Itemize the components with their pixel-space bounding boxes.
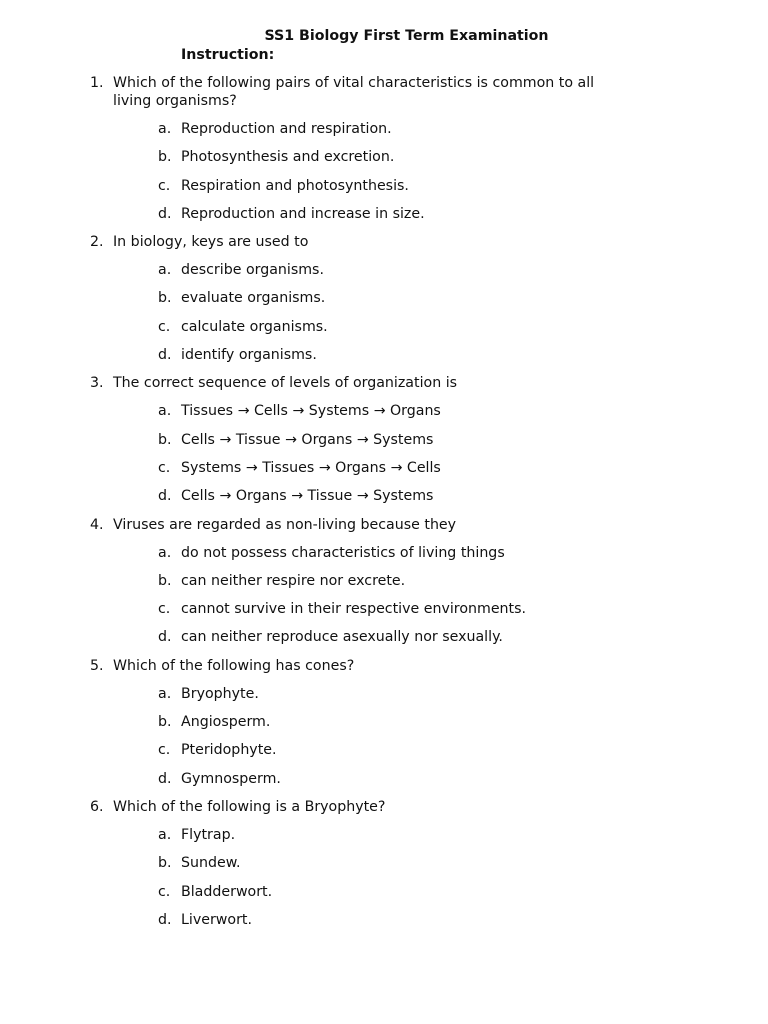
answer-option <box>0 770 768 788</box>
question-stem <box>0 233 768 251</box>
option-text: evaluate organisms. <box>181 290 326 307</box>
question-number: 2. <box>90 234 104 251</box>
option-text: can neither reproduce asexually nor sexually. <box>181 629 503 646</box>
option-text: Pteridophyte. <box>181 742 277 759</box>
option-letter: d. <box>158 629 172 646</box>
answer-option <box>0 431 768 449</box>
option-text: Cells → Organs → Tissue → Systems <box>181 488 434 505</box>
answer-option <box>0 685 768 703</box>
question-number: 4. <box>90 516 104 533</box>
option-text: cannot survive in their respective environments. <box>181 601 527 618</box>
answer-option <box>0 826 768 844</box>
answer-option <box>0 261 768 279</box>
question-text: The correct sequence of levels of organization is <box>113 375 458 392</box>
answer-option <box>0 628 768 646</box>
option-text: calculate organisms. <box>181 318 328 335</box>
answer-option <box>0 544 768 562</box>
option-letter: c. <box>158 459 171 476</box>
option-letter: b. <box>158 290 172 307</box>
answer-option <box>0 883 768 901</box>
option-text: Systems → Tissues → Organs → Cells <box>181 459 441 476</box>
question-number: 1. <box>90 75 104 91</box>
option-text: identify organisms. <box>181 347 317 364</box>
answer-option <box>0 459 768 477</box>
option-letter: a. <box>158 262 172 279</box>
option-text: Tissues → Cells → Systems → Organs <box>181 403 441 420</box>
option-text: Angiosperm. <box>181 714 271 731</box>
answer-option <box>0 120 768 138</box>
answer-option <box>0 177 768 195</box>
question-stem <box>0 516 768 534</box>
option-text: do not possess characteristics of living things <box>181 544 505 561</box>
question-text: In biology, keys are used to <box>113 234 309 251</box>
option-letter: b. <box>158 714 172 731</box>
option-letter: c. <box>158 601 171 618</box>
answer-option <box>0 487 768 505</box>
option-letter: a. <box>158 826 172 843</box>
option-letter: a. <box>158 403 172 420</box>
answer-option <box>0 318 768 336</box>
instruction-label: Instruction: <box>181 47 275 63</box>
answer-option <box>0 205 768 223</box>
option-letter: a. <box>158 685 172 702</box>
question-1 <box>0 74 768 223</box>
option-text: Sundew. <box>181 855 241 872</box>
question-3 <box>0 374 768 505</box>
option-text: Photosynthesis and excretion. <box>181 149 395 166</box>
option-letter: a. <box>158 121 172 137</box>
option-letter: c. <box>158 742 171 759</box>
option-text: Respiration and photosynthesis. <box>181 177 409 194</box>
question-stem <box>0 798 768 816</box>
answer-option <box>0 346 768 364</box>
question-2 <box>0 233 768 364</box>
option-letter: b. <box>158 431 172 448</box>
question-number: 5. <box>90 657 104 674</box>
option-text: Bladderwort. <box>181 883 273 900</box>
question-5 <box>0 657 768 788</box>
option-letter: a. <box>158 544 172 561</box>
option-letter: c. <box>158 177 171 194</box>
question-number: 3. <box>90 375 104 392</box>
option-letter: d. <box>158 205 172 222</box>
option-letter: d. <box>158 347 172 364</box>
option-letter: c. <box>158 318 171 335</box>
question-list <box>0 74 768 939</box>
answer-option <box>0 289 768 307</box>
question-number: 6. <box>90 798 104 815</box>
answer-option <box>0 911 768 929</box>
option-letter: d. <box>158 488 172 505</box>
answer-option <box>0 572 768 590</box>
option-letter: b. <box>158 572 172 589</box>
answer-option <box>0 741 768 759</box>
question-text: Viruses are regarded as non-living because they <box>113 516 457 533</box>
document-title: SS1 Biology First Term Examination <box>264 28 549 44</box>
question-text: Which of the following has cones? <box>113 657 355 674</box>
option-letter: b. <box>158 855 172 872</box>
question-6 <box>0 798 768 929</box>
answer-option <box>0 854 768 872</box>
option-letter: b. <box>158 149 172 166</box>
answer-option <box>0 713 768 731</box>
answer-option <box>0 600 768 618</box>
question-4 <box>0 516 768 647</box>
question-text: Which of the following is a Bryophyte? <box>113 798 386 815</box>
option-text: Reproduction and respiration. <box>181 121 392 137</box>
option-text: Gymnosperm. <box>181 770 281 787</box>
option-letter: d. <box>158 911 172 928</box>
option-text: Liverwort. <box>181 911 252 928</box>
question-stem <box>0 657 768 675</box>
option-letter: c. <box>158 883 171 900</box>
question-stem <box>0 374 768 392</box>
question-text: Which of the following pairs of vital characteristics is common to all living organisms? <box>113 75 595 109</box>
option-text: Bryophyte. <box>181 685 259 702</box>
answer-option <box>0 402 768 420</box>
option-text: Reproduction and increase in size. <box>181 205 425 222</box>
option-text: can neither respire nor excrete. <box>181 572 406 589</box>
option-text: describe organisms. <box>181 262 324 279</box>
option-text: Flytrap. <box>181 826 236 843</box>
option-text: Cells → Tissue → Organs → Systems <box>181 431 434 448</box>
answer-option <box>0 148 768 166</box>
option-letter: d. <box>158 770 172 787</box>
question-stem <box>0 74 768 110</box>
